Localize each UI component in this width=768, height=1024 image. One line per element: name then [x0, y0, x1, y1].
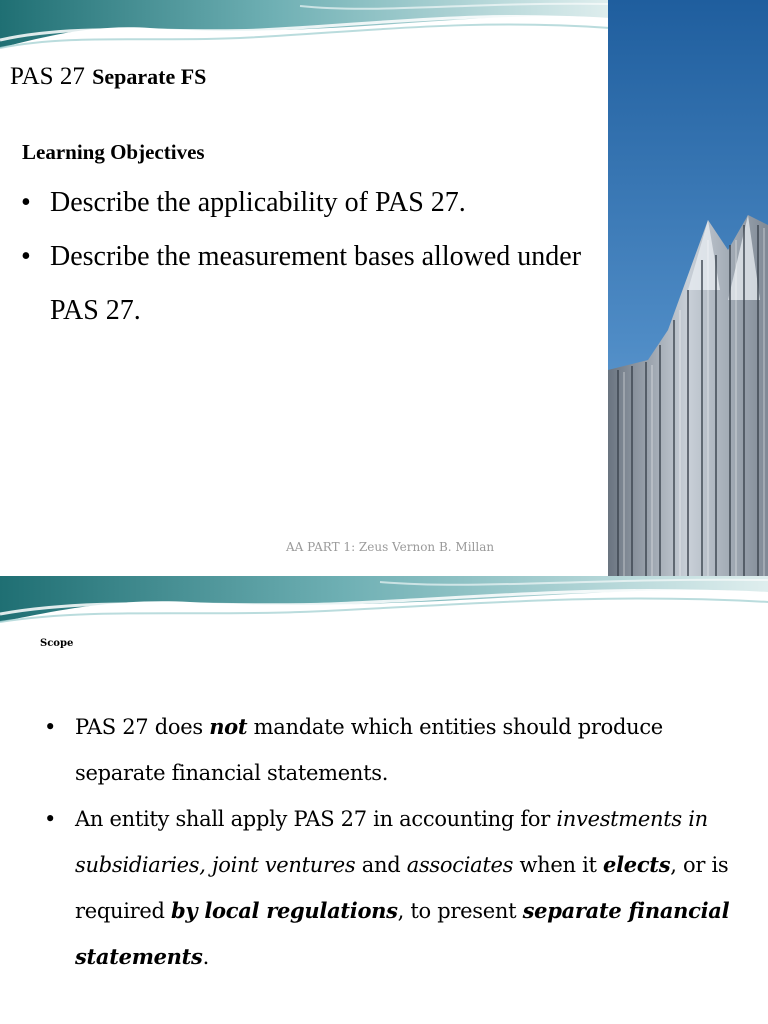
slide-title-prefix: PAS 27 [10, 63, 85, 90]
scope-list [40, 704, 730, 980]
scope-text-part: PAS 27 does [75, 715, 210, 739]
bullet-icon: • [21, 187, 31, 218]
objective-item [18, 176, 603, 230]
bullet-icon: • [44, 715, 57, 739]
objective-text: Describe the measurement bases allowed under PAS 27. [50, 241, 582, 326]
bullet-icon: • [44, 807, 57, 831]
bullet-icon: • [21, 241, 31, 272]
objective-text: Describe the applicability of PAS 27. [50, 187, 466, 218]
scope-text-part: mandate which entities should produce separate financial statements. [75, 715, 663, 785]
scope-bold-separate-fs: separate financial statements [75, 898, 730, 969]
scope-bold-elects: elects [603, 852, 671, 877]
scope-item [40, 796, 730, 980]
scope-text-part: and [355, 853, 407, 877]
building-photo [608, 0, 768, 576]
scope-text-part: An entity shall apply PAS 27 in accounting for [75, 807, 557, 831]
scope-text-part: . [202, 945, 209, 969]
scope-item [40, 704, 730, 796]
slide-title-suffix: Separate FS [92, 64, 207, 89]
objective-item [18, 230, 603, 338]
scope-emphasis-not: not [209, 714, 248, 739]
scope-text-part: when it [513, 853, 604, 877]
scope-italic-investments: investments in subsidiaries, joint ventures [75, 807, 708, 877]
scope-bold-local-regulations: by local regulations [171, 898, 398, 923]
scope-title: Scope [40, 638, 74, 649]
scope-text-part: , or is required [75, 853, 729, 923]
scope-italic-associates: associates [406, 853, 514, 877]
objectives-list [18, 176, 603, 338]
header-swoosh-decoration [0, 0, 610, 60]
slide-title [10, 60, 206, 94]
slide-footer: AA PART 1: Zeus Vernon B. Millan [286, 540, 495, 554]
slide-scope [0, 576, 768, 1024]
learning-objectives-heading: Learning Objectives [22, 140, 205, 164]
scope-text-part: , to present [397, 899, 523, 923]
header-swoosh-decoration [0, 576, 768, 634]
